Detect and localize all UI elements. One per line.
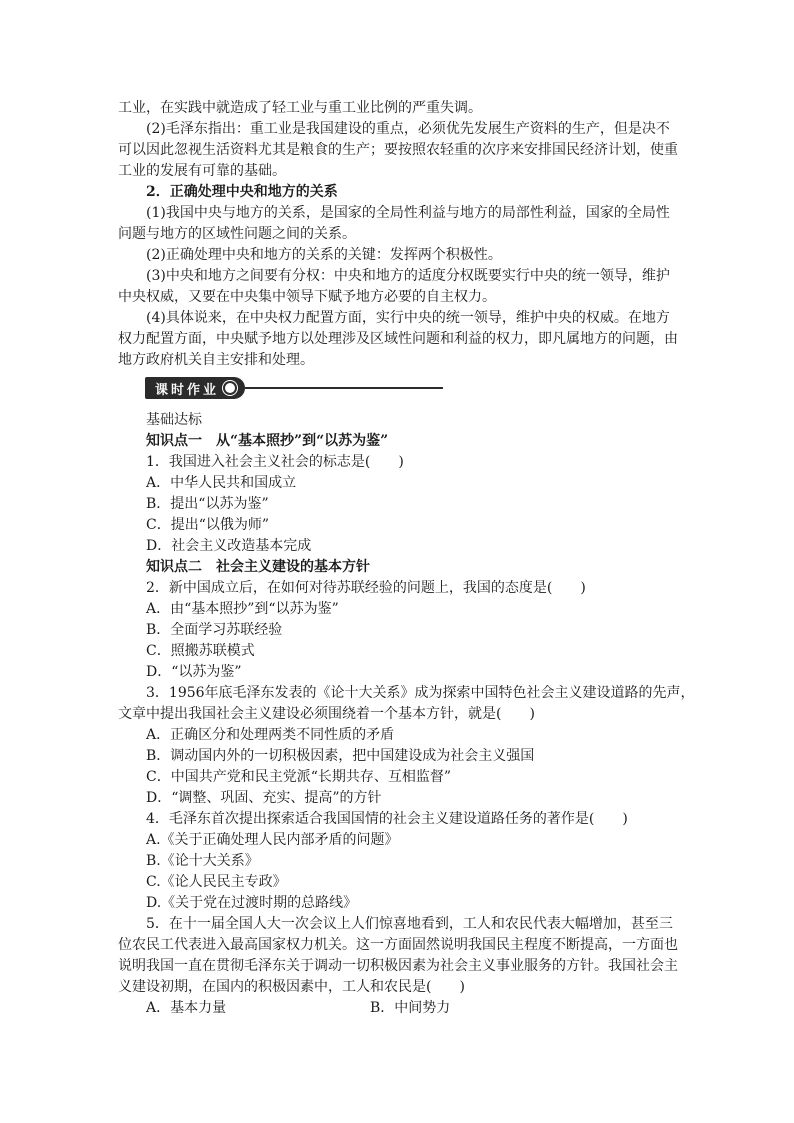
answer-option: B.《论十大关系》 [146, 853, 259, 869]
section-heading: 2．正确处理中央和地方的关系 [146, 184, 338, 200]
answer-option: A．中华人民共和国成立 [146, 475, 297, 491]
question-stem: 2．新中国成立后，在如何对待苏联经验的问题上，我国的态度是( ) [146, 580, 586, 596]
banner-rule [245, 387, 443, 389]
question-stem: 4．毛泽东首次提出探索适合我国国情的社会主义建设道路任务的著作是( ) [146, 811, 628, 827]
level-heading: 基础达标 [146, 412, 202, 428]
paragraph-line: 工业的发展有可靠的基础。 [118, 163, 286, 179]
question-stem: 义建设初期，在国内的积极因素中，工人和农民是( ) [118, 979, 465, 995]
section-banner [145, 377, 443, 399]
answer-option: B．全面学习苏联经验 [146, 622, 283, 638]
answer-option: D．“以苏为鉴” [146, 664, 242, 680]
paragraph-line: 可以因此忽视生活资料尤其是粮食的生产；要按照农轻重的次序来安排国民经济计划，使重 [118, 142, 678, 158]
answer-option: C．提出“以俄为师” [146, 517, 270, 533]
answer-option: C．照搬苏联模式 [146, 643, 255, 659]
paragraph-line: 工业，在实践中就造成了轻工业与重工业比例的严重失调。 [118, 100, 482, 116]
paragraph-line: (2)毛泽东指出：重工业是我国建设的重点，必须优先发展生产资料的生产，但是决不 [146, 121, 670, 137]
answer-option: A．基本力量 [146, 1000, 227, 1016]
paragraph-line: 权力配置方面，中央赋予地方以处理涉及区域性问题和利益的权力，即凡属地方的问题，由 [118, 331, 678, 347]
answer-option: B．提出“以苏为鉴” [146, 496, 269, 512]
answer-option: C.《论人民民主专政》 [146, 874, 287, 890]
paragraph-line: 中央权威，又要在中央集中领导下赋予地方必要的自主权力。 [118, 289, 496, 305]
answer-option: B．调动国内外的一切积极因素，把中国建设成为社会主义强国 [146, 748, 535, 764]
banner-label-box [145, 377, 245, 399]
answer-option: A．由“基本照抄”到“以苏为鉴” [146, 601, 339, 617]
question-stem: 5．在十一届全国人大一次会议上人们惊喜地看到，工人和农民代表大幅增加，甚至三 [146, 916, 673, 932]
question-stem: 说明我国一直在贯彻毛泽东关于调动一切积极因素为社会主义事业服务的方针。我国社会主 [118, 958, 678, 974]
answer-option: C．中国共产党和民主党派“长期共存、互相监督” [146, 769, 452, 785]
circle-dot-icon [225, 383, 235, 393]
paragraph-line: 问题与地方的区域性问题之间的关系。 [118, 226, 356, 242]
paragraph-line: (1)我国中央与地方的关系，是国家的全局性利益与地方的局部性利益，国家的全局性 [146, 205, 670, 221]
answer-option: A．正确区分和处理两类不同性质的矛盾 [146, 727, 395, 743]
question-stem: 3．1956年底毛泽东发表的《论十大关系》成为探索中国特色社会主义建设道路的先声， [146, 685, 695, 701]
knowledge-point-heading: 知识点一 从“基本照抄”到“以苏为鉴” [146, 433, 389, 449]
question-stem: 位农民工代表进入最高国家权力机关。这一方面固然说明我国民主程度不断提高，一方面也 [118, 937, 678, 953]
paragraph-line: (2)正确处理中央和地方的关系的关键：发挥两个积极性。 [146, 247, 502, 263]
answer-option: D．“调整、巩固、充实、提高”的方针 [146, 790, 382, 806]
banner-label: 课时作业 [155, 382, 220, 398]
answer-option: B．中间势力 [370, 1000, 451, 1016]
answer-option: D.《关于党在过渡时期的总路线》 [146, 895, 358, 911]
knowledge-point-heading: 知识点二 社会主义建设的基本方针 [146, 559, 370, 575]
answer-option: D．社会主义改造基本完成 [146, 538, 312, 554]
answer-option: A.《关于正确处理人民内部矛盾的问题》 [146, 832, 399, 848]
paragraph-line: (4)具体说来，在中央权力配置方面，实行中央的统一领导，维护中央的权威。在地方 [146, 310, 670, 326]
question-stem: 1．我国进入社会主义社会的标志是( ) [146, 454, 404, 470]
question-stem: 文章中提出我国社会主义建设必须围绕着一个基本方针，就是( ) [118, 706, 535, 722]
paragraph-line: (3)中央和地方之间要有分权：中央和地方的适度分权既要实行中央的统一领导，维护 [146, 268, 670, 284]
paragraph-line: 地方政府机关自主安排和处理。 [118, 352, 314, 368]
